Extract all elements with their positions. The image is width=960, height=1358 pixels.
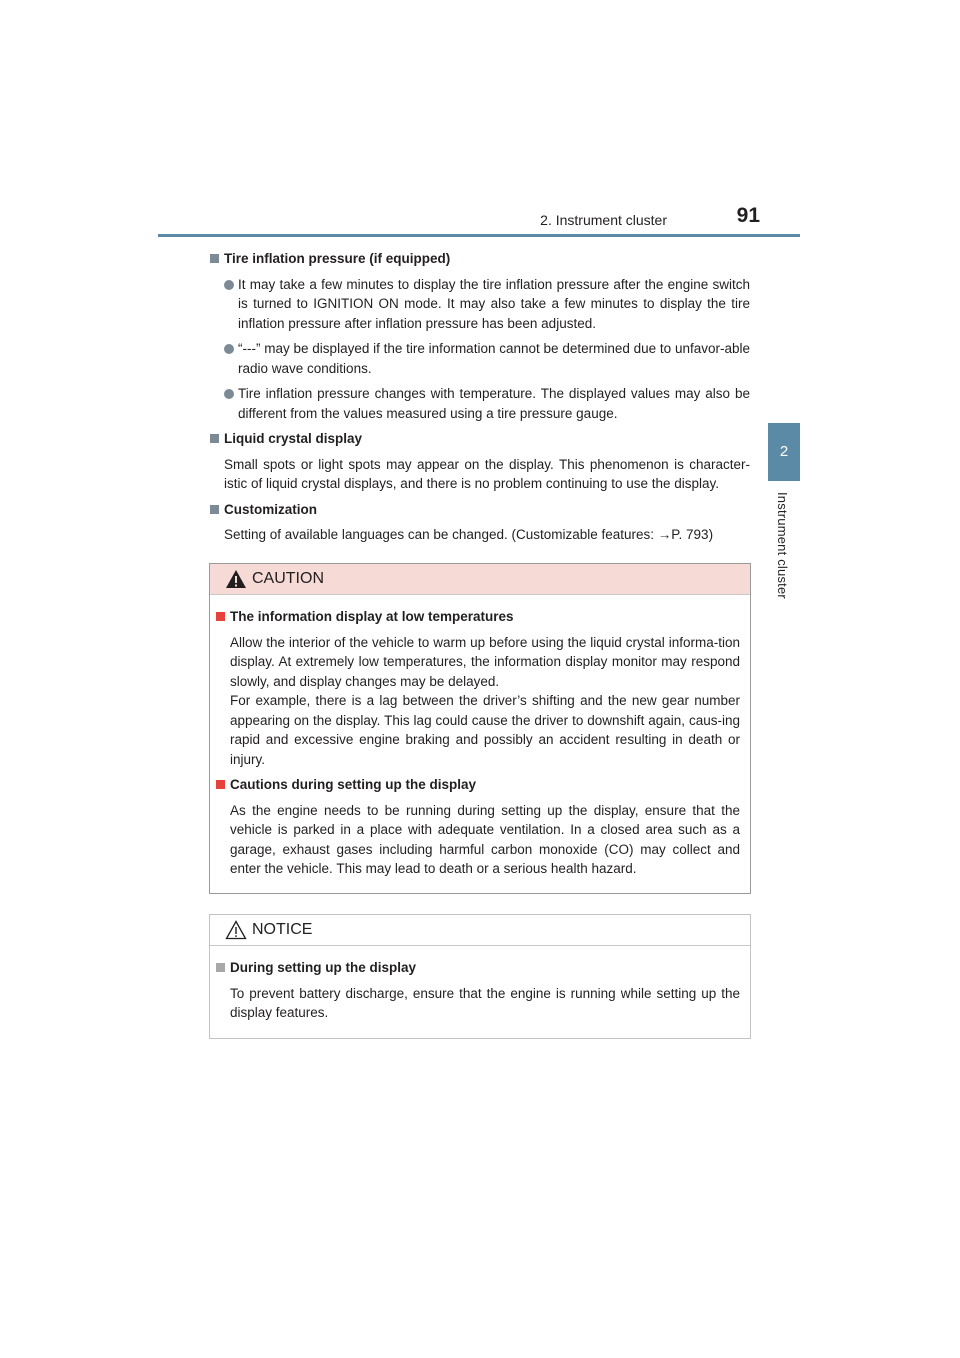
caution-body bbox=[210, 595, 750, 889]
page-number: 91 bbox=[736, 204, 760, 227]
caution-text: As the engine needs to be running during setting up the display, ensure that the vehicle is parked in a place with adequate ventilation. In a closed area such as a garage, exhaust gases including harmful carbon monoxide (CO) may collect and enter the vehicle. This may lead to death or a serious health hazard. bbox=[230, 802, 740, 876]
caution-heading-low-temp: The information display at low temperatures bbox=[216, 607, 740, 627]
circle-bullet-icon bbox=[224, 280, 234, 290]
square-bullet-icon bbox=[216, 612, 225, 621]
list-item: “---” may be displayed if the tire information cannot be determined due to unfavor-able radio wave conditions. bbox=[210, 339, 750, 378]
square-bullet-icon bbox=[210, 505, 219, 514]
customization-text: Setting of available languages can be changed. (Customizable features: →P. 793) bbox=[224, 527, 714, 542]
square-bullet-icon bbox=[210, 434, 219, 443]
notice-header bbox=[210, 915, 750, 946]
caution-box bbox=[209, 563, 751, 894]
caution-title: CAUTION bbox=[252, 570, 324, 587]
section-title: 2. Instrument cluster bbox=[540, 212, 667, 228]
square-bullet-icon bbox=[216, 780, 225, 789]
caution-header bbox=[210, 564, 750, 595]
circle-bullet-icon bbox=[224, 344, 234, 354]
notice-text: To prevent battery discharge, ensure that the engine is running while setting up the display features. bbox=[230, 985, 740, 1020]
circle-bullet-icon bbox=[224, 389, 234, 399]
square-bullet-icon bbox=[216, 963, 225, 972]
notice-body bbox=[210, 946, 750, 1033]
notice-triangle-icon bbox=[225, 920, 247, 940]
customization-heading: Customization bbox=[210, 500, 750, 520]
caution-text: Allow the interior of the vehicle to warm up before using the liquid crystal informa-tion display. At extremely low temperatures, the information display monitor may respond slowly, and display changes may be delayed. For example, there is a lag between the driver’s shifting and the new gear number appearing on the display. This lag could cause the driver to downshift again, caus-ing rapid and excessive engine braking and possibly an accident resulting in death or injury. bbox=[230, 634, 740, 767]
notice-heading: During setting up the display bbox=[216, 958, 740, 978]
notice-title: NOTICE bbox=[252, 921, 313, 938]
chapter-tab: 2 bbox=[768, 423, 800, 481]
caution-heading-setup: Cautions during setting up the display bbox=[216, 775, 740, 795]
lcd-text: Small spots or light spots may appear on the display. This phenomenon is character-istic of liquid crystal displays, and there is no problem continuing to use the display. bbox=[224, 456, 750, 491]
list-item: It may take a few minutes to display the tire inflation pressure after the engine switch is turned to IGNITION ON mode. It may also take a few minutes to display the tire inflation pressure after inflation pressure has been adjusted. bbox=[210, 275, 750, 334]
page-header bbox=[158, 202, 800, 237]
list-item: Tire inflation pressure changes with temperature. The displayed values may also be different from the values measured using a tire pressure gauge. bbox=[210, 384, 750, 423]
lcd-heading: Liquid crystal display bbox=[210, 429, 750, 449]
warning-triangle-icon bbox=[225, 569, 247, 589]
main-content bbox=[210, 243, 750, 545]
chapter-label: Instrument cluster bbox=[775, 492, 790, 599]
square-bullet-icon bbox=[210, 254, 219, 263]
tire-heading: Tire inflation pressure (if equipped) bbox=[210, 249, 750, 269]
notice-box bbox=[209, 914, 751, 1039]
